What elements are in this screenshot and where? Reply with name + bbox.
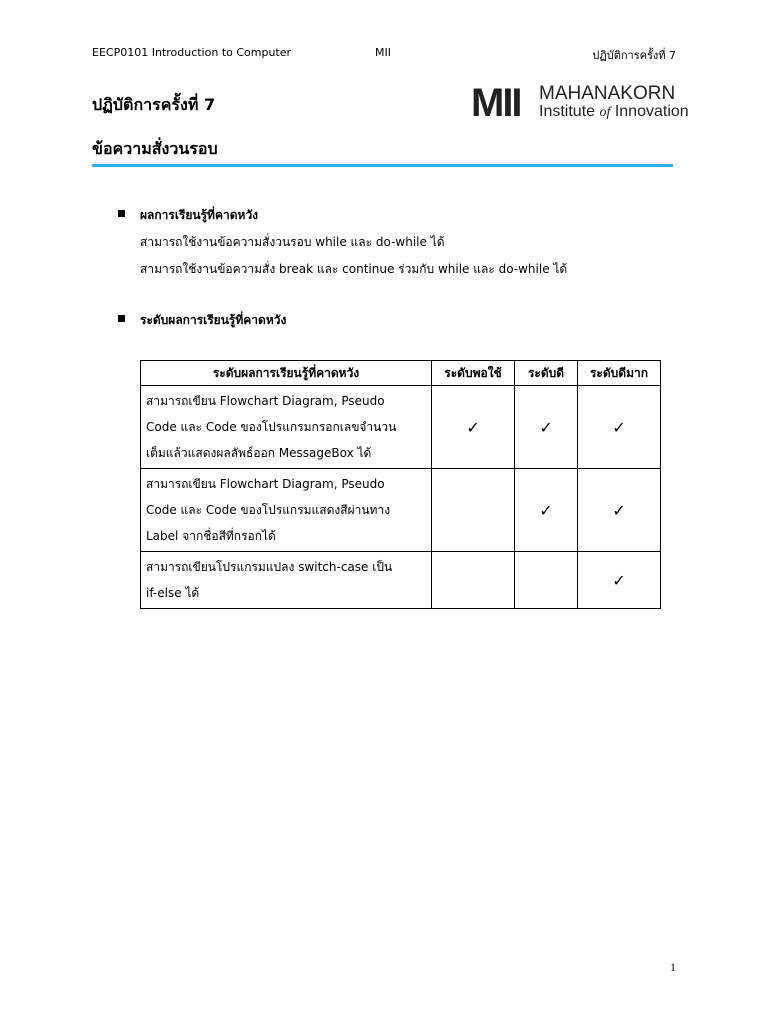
level-fair-cell: [432, 469, 515, 552]
checkmark-icon: ✓: [466, 417, 480, 437]
logo-mark: MII: [471, 81, 521, 125]
outcome-description-line: Code และ Code ของโปรแกรมแสดงสีผ่านทาง: [146, 503, 391, 517]
header-lab-number: ปฏิบัติการครั้งที่ 7: [592, 49, 676, 62]
outcomes-table: [140, 360, 661, 609]
outcome-description-line: if-else ได้: [146, 586, 200, 600]
page-number: 1: [670, 960, 676, 974]
table-row: [141, 552, 661, 609]
outcome-description: [141, 469, 432, 552]
outcome-description-line: สามารถเขียน Flowchart Diagram, Pseudo: [146, 394, 385, 408]
checkmark-icon: ✓: [539, 500, 553, 520]
outcome-description: [141, 386, 432, 469]
level-excellent-cell: [578, 386, 661, 469]
page-subtitle: ข้อความสั่งวนรอบ: [92, 139, 218, 158]
level-good-cell: [515, 552, 578, 609]
outcome-line: สามารถใช้งานข้อความสั่ง break และ continue ร่วมกับ while และ do-while ได้: [140, 262, 568, 276]
level-fair-cell: [432, 386, 515, 469]
section-heading-levels: ระดับผลการเรียนรู้ที่คาดหวัง: [140, 313, 287, 327]
outcome-description-line: Label จากชื่อสีที่กรอกได้: [146, 529, 276, 543]
level-good-cell: [515, 386, 578, 469]
outcome-description-line: สามารถเขียนโปรแกรมแปลง switch-case เป็น: [146, 560, 393, 574]
header-course: EECP0101 Introduction to Computer: [92, 46, 292, 59]
title-divider: [92, 164, 673, 167]
checkmark-icon: ✓: [612, 417, 626, 437]
outcome-line: สามารถใช้งานข้อความสั่งวนรอบ while และ do-while ได้: [140, 235, 445, 249]
institute-logo: [471, 81, 689, 125]
section-heading-outcomes: ผลการเรียนรู้ที่คาดหวัง: [140, 208, 259, 222]
table-header-row: [141, 361, 661, 386]
column-header-fair: ระดับพอใช้: [432, 361, 515, 386]
level-excellent-cell: [578, 469, 661, 552]
column-header-good: ระดับดี: [515, 361, 578, 386]
outcome-description-line: สามารถเขียน Flowchart Diagram, Pseudo: [146, 477, 385, 491]
column-header-excellent: ระดับดีมาก: [578, 361, 661, 386]
level-fair-cell: [432, 552, 515, 609]
bullet-icon: [118, 210, 125, 217]
table-row: [141, 386, 661, 469]
checkmark-icon: ✓: [612, 570, 626, 590]
outcome-description-line: เต็มแล้วแสดงผลลัพธ์ออก MessageBox ได้: [146, 446, 372, 460]
table-row: [141, 469, 661, 552]
outcome-description: [141, 552, 432, 609]
logo-tagline: Institute of Innovation: [539, 103, 689, 120]
checkmark-icon: ✓: [612, 500, 626, 520]
level-excellent-cell: [578, 552, 661, 609]
level-good-cell: [515, 469, 578, 552]
header-center: MII: [375, 46, 391, 59]
column-header-outcome: ระดับผลการเรียนรู้ที่คาดหวัง: [141, 361, 432, 386]
page-title: ปฏิบัติการครั้งที่ 7: [92, 95, 216, 114]
logo-name: MAHANAKORN: [539, 83, 676, 104]
bullet-icon: [118, 315, 125, 322]
outcome-description-line: Code และ Code ของโปรแกรมกรอกเลขจำนวน: [146, 420, 397, 434]
checkmark-icon: ✓: [539, 417, 553, 437]
